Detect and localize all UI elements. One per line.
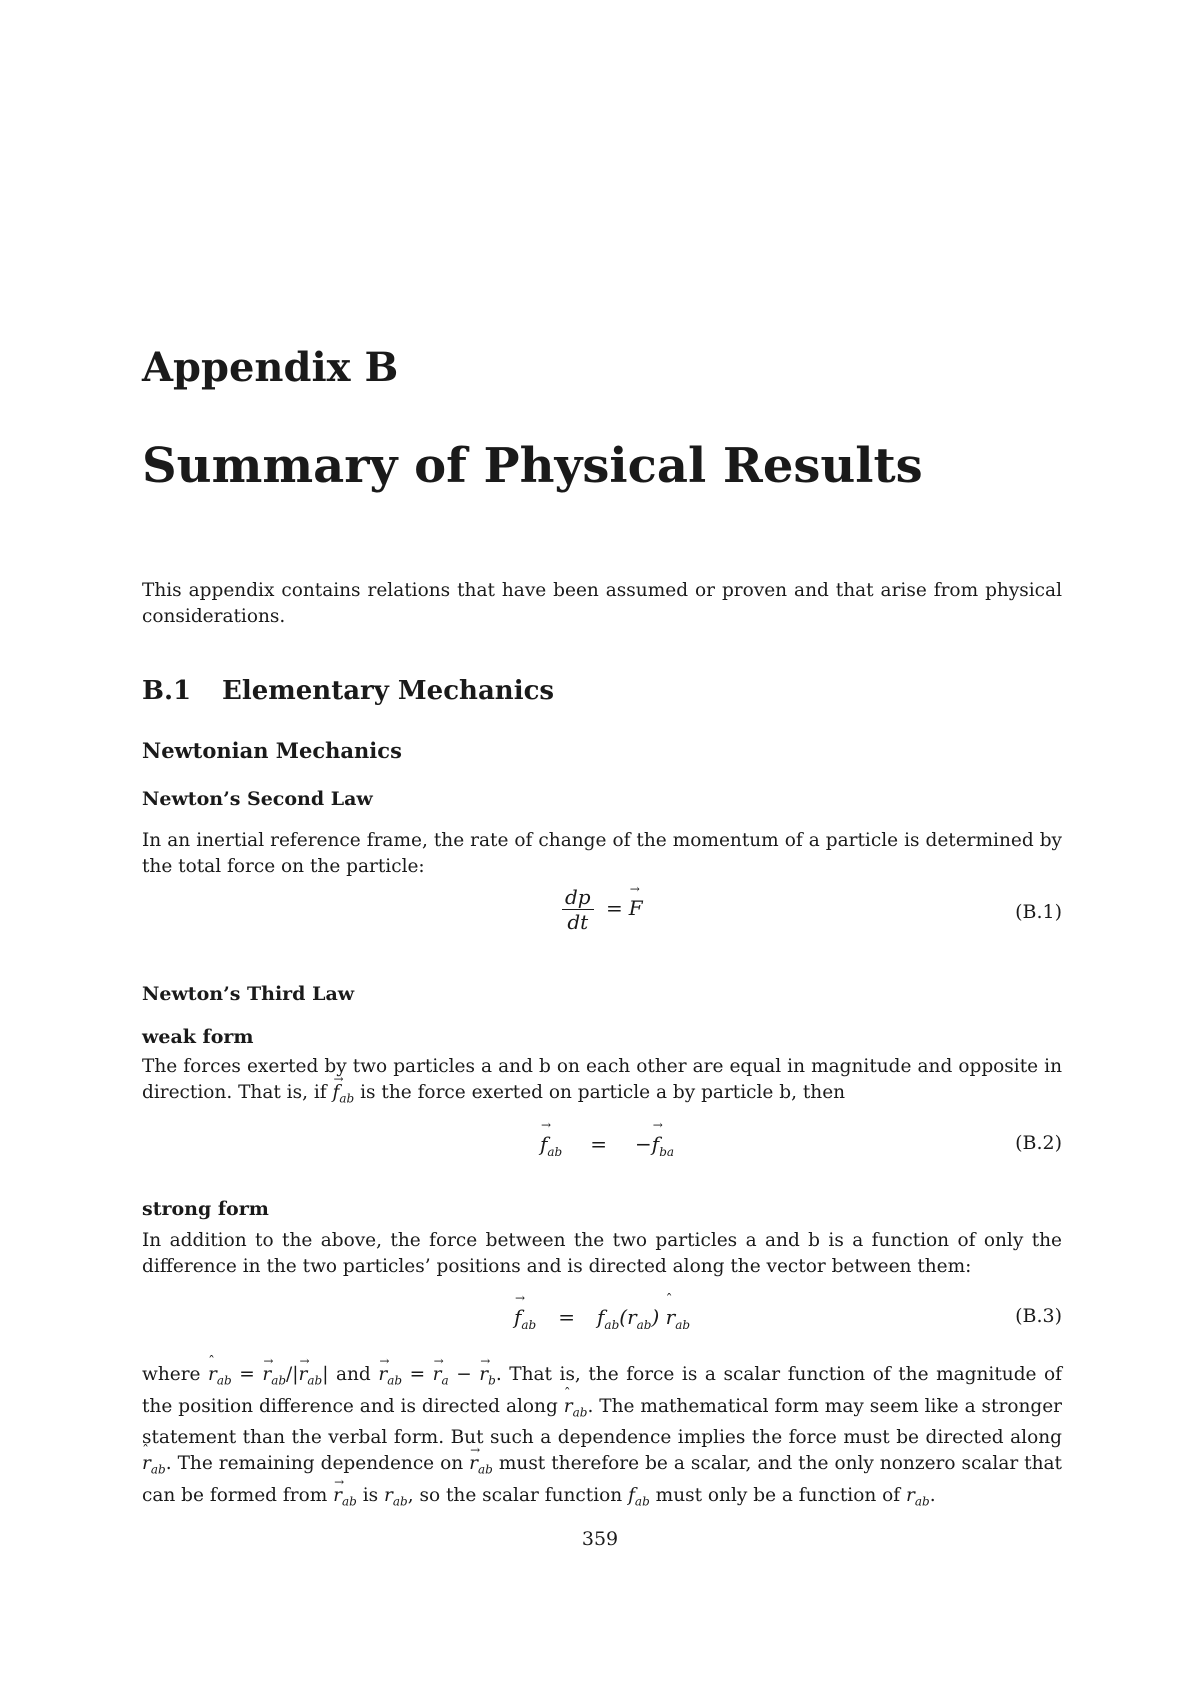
strong-form-paragraph: In addition to the above, the force between the two particles a and b is a function of only the difference in the two particles’ positions and is directed along the vector between them: — [142, 1230, 1062, 1277]
page-number: 359 — [581, 1528, 619, 1550]
weak-form-heading: weak form — [142, 1026, 254, 1048]
strong-form-heading: strong form — [142, 1198, 269, 1220]
equation-b2: → $f_{ab}$ = −→ $f_{ba}$ (B.2) — [142, 1132, 1062, 1192]
third-law-heading: Newton’s Third Law — [142, 983, 355, 1005]
equation-b3: → $f_{ab} = f_{ab}(r_{ab})$ ˆ $r_{ab}$ (B.3) — [142, 1305, 1062, 1365]
eq-b1-fraction — [562, 885, 594, 934]
closing-paragraph: where ˆ $r_{ab}$ = → $r_{ab}/|\to r_{ab}|$ and → $r_{ab}$ = → $r_a$ − → $r_b$. That is, the force is a scalar function of the magnitude of the position difference and is directed along ˆ $r_{ab}$. The mathematical form may seem like a stronger statement than the verbal form. But such a dependence implies the force must be directed along ˆ $r_{ab}$. The remaining dependence on → $r_{ab}$ must therefore be a scalar, and the only nonzero scalar that can be formed from → $r_{ab}$ is $r_{ab}$, so the scalar function $f_{ab}$ must only be a function of $r_{ab}$. — [142, 1362, 1062, 1515]
eq-b1-numerator: dp — [565, 885, 591, 909]
section-title: Elementary Mechanics — [222, 676, 555, 706]
weak-form-paragraph: The forces exerted by two particles a and b on each other are equal in magnitude and opposite in direction. That is, if → $f_{ab}$ is the force exerted on particle a by particle b, then — [142, 1054, 1062, 1112]
eq-b2-number: (B.2) — [1015, 1132, 1062, 1154]
second-law-paragraph: In an inertial reference frame, the rate of change of the momentum of a particle is determined by the total force on the particle: — [142, 830, 1062, 877]
section-number: B.1 — [142, 676, 192, 706]
chapter-title: Summary of Physical Results — [142, 438, 923, 494]
eq-b1-denominator: dt — [567, 910, 589, 934]
eq-b1-rhs: → F — [629, 896, 643, 920]
chapter-label: Appendix B — [142, 344, 399, 391]
second-law-heading: Newton’s Second Law — [142, 788, 373, 810]
eq-b3-number: (B.3) — [1015, 1305, 1062, 1327]
subsection-heading: Newtonian Mechanics — [142, 738, 402, 763]
section-heading — [142, 678, 554, 704]
intro-paragraph: This appendix contains relations that have been assumed or proven and that arise from physical considerations. — [142, 580, 1062, 627]
equation-b1: $\frac{dp}{dt}$ =→ F (B.1) — [142, 885, 1062, 945]
eq-b1-number: (B.1) — [1015, 901, 1062, 923]
